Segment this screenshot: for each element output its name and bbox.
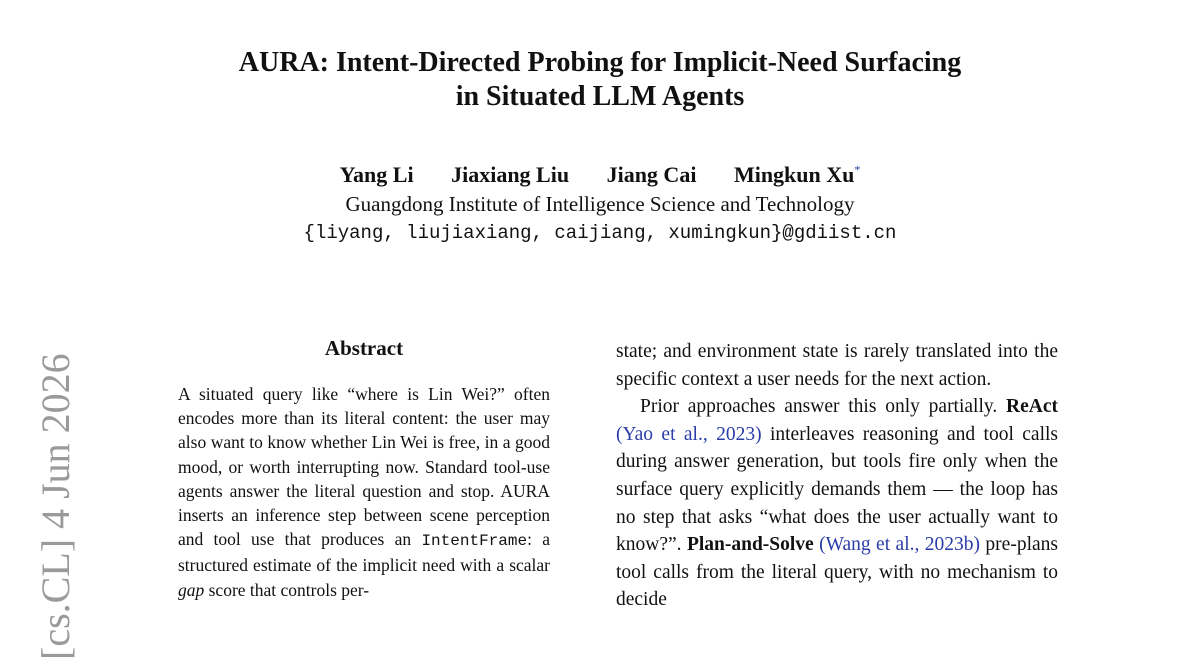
affiliation: Guangdong Institute of Intelligence Science and Technology bbox=[345, 192, 855, 216]
author-1: Yang Li bbox=[339, 162, 414, 187]
method-react: ReAct bbox=[1006, 396, 1058, 418]
author-4 bbox=[734, 162, 860, 187]
abstract-text-3: score that controls per- bbox=[204, 579, 370, 600]
paragraph-2-text-b: interleaves reasoning and tool calls during answer generation, but tools fire only when the surface query explicitly demands them — the loop has no step that asks “what does the user actually want to know?”. bbox=[616, 423, 1058, 556]
paper-title bbox=[0, 46, 1200, 114]
arxiv-stamp: [cs.CL] 4 Jun 2026 bbox=[33, 353, 78, 660]
abstract-text-1: A situated query like “where is Lin Wei?” often encodes more than its literal content: the user may also want to know whether Lin Wei is free, in a good mood, or worth interrupting now. Standard tool-use agents answer the literal question and stop. AURA inserts an inference step between scene perception and tool use that produces an bbox=[178, 384, 550, 550]
author-emails: {liyang, liujiaxiang, caijiang, xumingkun}@gdiist.cn bbox=[303, 222, 897, 244]
abstract-code-term: IntentFrame bbox=[421, 532, 528, 551]
abstract-heading: Abstract bbox=[324, 336, 404, 360]
title-line-1: AURA: Intent-Directed Probing for Implicit-Need Surfacing bbox=[238, 47, 962, 78]
paragraph-1: state; and environment state is rarely translated into the specific context a user needs for the next action. bbox=[616, 341, 1058, 390]
corresponding-author-mark[interactable]: * bbox=[854, 162, 861, 177]
author-list bbox=[0, 162, 1200, 188]
right-column bbox=[616, 338, 1058, 614]
abstract-text-2: : a structured estimate of the implicit need with a scalar bbox=[178, 529, 550, 576]
paragraph-2-text-a: Prior approaches answer this only partially. bbox=[640, 396, 1007, 418]
method-plan-and-solve: Plan-and-Solve bbox=[686, 534, 814, 556]
paragraph-2-text-c: pre-plans tool calls from the literal query, with no mechanism to decide bbox=[616, 534, 1058, 611]
abstract-body bbox=[178, 382, 550, 602]
author-4-name: Mingkun Xu bbox=[733, 162, 855, 187]
author-2: Jiaxiang Liu bbox=[451, 162, 570, 187]
citation-yao-2023[interactable]: (Yao et al., 2023) bbox=[616, 423, 762, 445]
citation-wang-2023b[interactable]: (Wang et al., 2023b) bbox=[819, 534, 981, 556]
author-3: Jiang Cai bbox=[606, 162, 697, 187]
abstract-italic-term: gap bbox=[178, 579, 205, 600]
paragraph-2 bbox=[616, 393, 1058, 614]
title-line-2: in Situated LLM Agents bbox=[455, 81, 745, 112]
